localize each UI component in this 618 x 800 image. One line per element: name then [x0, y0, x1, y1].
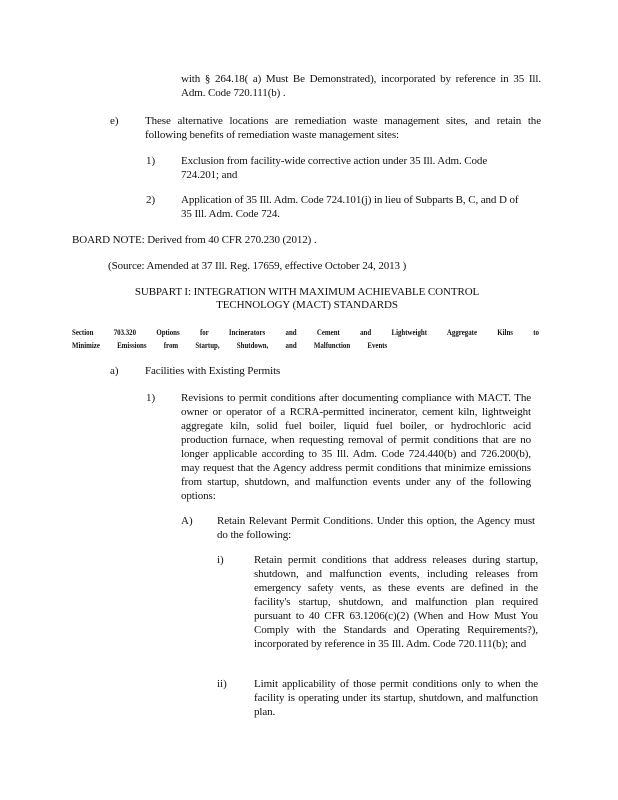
- section-heading-line2: Minimize Emissions from Startup, Shutdown, and Malfunction Events: [72, 341, 388, 350]
- item-a-text: Facilities with Existing Permits: [145, 365, 281, 377]
- item-i-text: Retain permit conditions that address releases during startup, shutdown, and malfunction events, including releases from emergency safety vents, as these events are defined in the facility's startup, shutdown, and malfunction plan required pursuant to 40 CFR 63.1206(c)(2) (When and How Must You Comply with the Standards and Operating Requirements?), incorporated by reference in 35 Ill. Adm. Code 720.111(b); and: [254, 554, 538, 650]
- source-note: (Source: Amended at 37 Ill. Reg. 17659, effective October 24, 2013 ): [108, 260, 407, 272]
- item-e1-text: Exclusion from facility-wide corrective action under 35 Ill. Adm. Code 724.201; and: [181, 155, 488, 181]
- continued-text: with § 264.18( a) Must Be Demonstrated), incorporated by reference in 35 Ill. Adm. Code 720.111(b) .: [181, 73, 541, 99]
- item-e1-marker: 1): [146, 155, 156, 167]
- section-heading-line1: Section 703.320 Options for Incinerators and Cement and Lightweight Aggregate Kilns to: [72, 328, 539, 337]
- item-A-text: Retain Relevant Permit Conditions. Under this option, the Agency must do the following:: [217, 515, 535, 541]
- item-a-marker: a): [110, 365, 119, 377]
- item-e2-text: Application of 35 Ill. Adm. Code 724.101(j) in lieu of Subparts B, C, and D of 35 Ill. Adm. Code 724.: [181, 194, 519, 220]
- subpart-heading-line2: TECHNOLOGY (MACT) STANDARDS: [216, 299, 398, 311]
- item-ii-marker: ii): [217, 678, 227, 690]
- item-e-text: These alternative locations are remediation waste management sites, and retain the following benefits of remediation waste management sites:: [145, 115, 541, 141]
- item-a1-text: Revisions to permit conditions after documenting compliance with MACT. The owner or operator of a RCRA-permitted incinerator, cement kiln, lightweight aggregate kiln, solid fuel boiler, liquid fuel boiler, or hydrochloric acid production furnace, when requesting removal of permit conditions that are no longer applicable according to 35 Ill. Adm. Code 724.440(b) and 726.200(b), may request that the Agency address permit conditions that minimize emissions from startup, shutdown, and malfunction events under any of the following options:: [181, 392, 531, 502]
- item-e-marker: e): [110, 115, 119, 127]
- subpart-heading-line1: SUBPART I: INTEGRATION WITH MAXIMUM ACHIEVABLE CONTROL: [134, 286, 480, 298]
- item-a1-marker: 1): [146, 392, 156, 404]
- board-note: BOARD NOTE: Derived from 40 CFR 270.230 (2012) .: [72, 234, 317, 246]
- item-e2-marker: 2): [146, 194, 156, 206]
- item-i-marker: i): [217, 554, 224, 566]
- item-ii-text: Limit applicability of those permit conditions only to when the facility is operating under its startup, shutdown, and malfunction plan.: [254, 678, 538, 718]
- item-A-marker: A): [181, 515, 193, 527]
